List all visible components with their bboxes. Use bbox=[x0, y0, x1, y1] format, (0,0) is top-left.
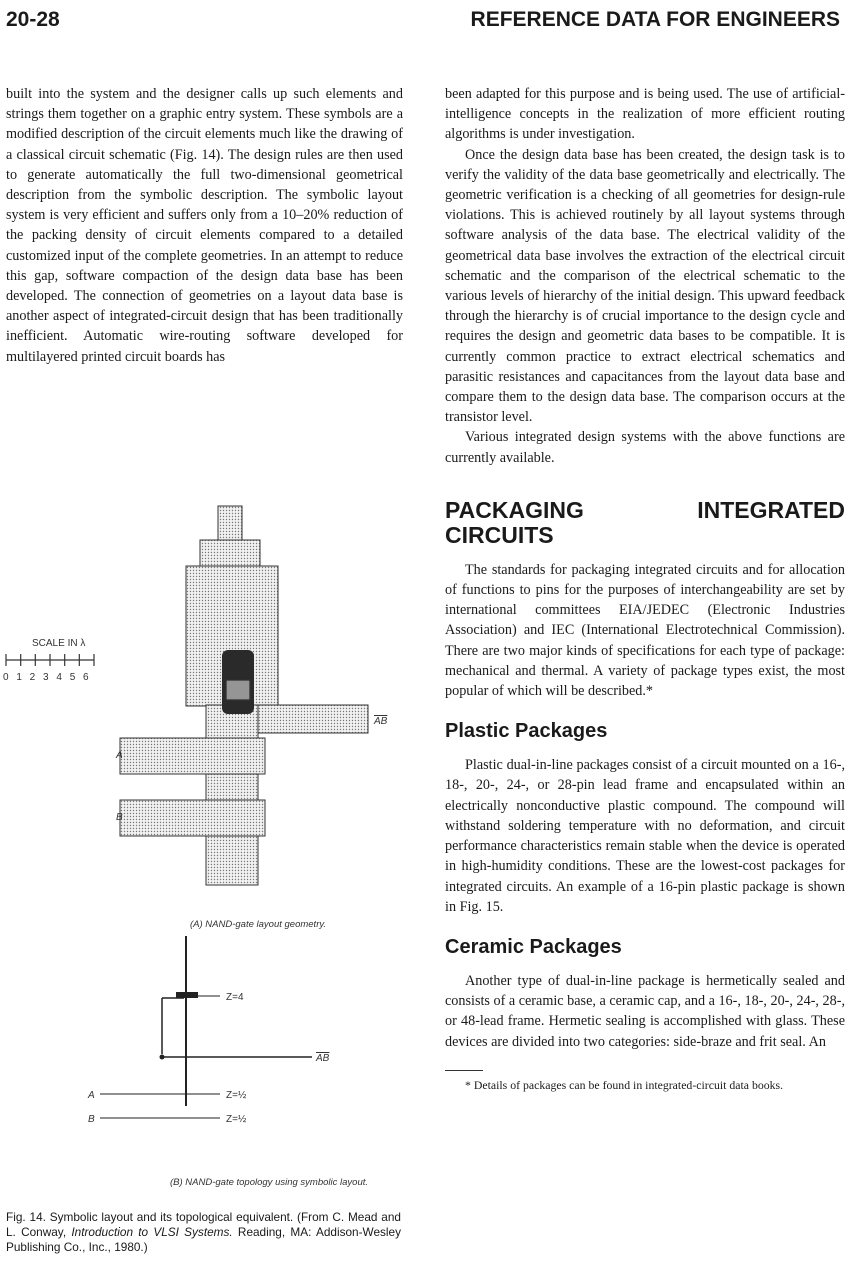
label-b-b: B bbox=[88, 1114, 95, 1125]
label-z-a: Z=½ bbox=[226, 1090, 247, 1101]
body-paragraph: The standards for packaging integrated circuits and for allocation of functions to pins for the purposes of interchangeability are set by international committees EIA/JEDEC (Electronic Industries Association) and IEC (International Electrotechnical Commission). There are two major kinds of specifications for each type of package: mechanical and thermal. A variety of package types exist, the most popular of which will be described.* bbox=[445, 561, 845, 700]
scale-label: SCALE IN λ bbox=[32, 638, 86, 649]
caption-suffix: Reading, MA: Addison-Wesley Publishing Co., Inc., 1980.) bbox=[6, 1225, 401, 1254]
body-paragraph: Another type of dual-in-line package is hermetically sealed and consists of a ceramic base, a ceramic cap, and a 16-, 18-, 20-, 24-, 28-, or 48-lead frame. Hermetic sealing is accomplished with glass. These devices are divided into two categories: side-braze and frit seal. An bbox=[445, 972, 845, 1050]
right-column bbox=[445, 84, 845, 1093]
footnote-divider bbox=[445, 1070, 483, 1071]
figure-caption bbox=[6, 1210, 401, 1255]
label-ab-out: AB bbox=[374, 716, 388, 727]
label-z-b: Z=½ bbox=[226, 1114, 247, 1125]
caption-a: (A) NAND-gate layout geometry. bbox=[190, 919, 327, 930]
scale-bar bbox=[3, 638, 94, 683]
left-column bbox=[6, 84, 403, 367]
label-a-b: A bbox=[88, 1090, 95, 1101]
caption-prefix: Fig. 14. Symbolic layout and its topological equivalent. (From C. Mead and L. Conway, bbox=[6, 1210, 401, 1239]
nand-symbolic-topology bbox=[0, 936, 420, 1126]
footnote: * Details of packages can be found in integrated-circuit data books. bbox=[465, 1077, 784, 1092]
section-heading: PACKAGING INTEGRATED CIRCUITS bbox=[445, 496, 845, 548]
label-z-top: Z=4 bbox=[226, 992, 244, 1003]
nand-layout-geometry bbox=[0, 500, 420, 930]
page-number: 20-28 bbox=[6, 8, 60, 31]
scale-numbers: 0 1 2 3 4 5 6 bbox=[3, 672, 92, 683]
body-paragraph: Various integrated design systems with the above functions are currently available. bbox=[445, 429, 845, 466]
subsection-heading: Plastic Packages bbox=[445, 720, 608, 743]
subsection-heading: Ceramic Packages bbox=[445, 935, 622, 958]
caption-b: (B) NAND-gate topology using symbolic layout. bbox=[170, 1177, 369, 1188]
running-title: REFERENCE DATA FOR ENGINEERS bbox=[470, 8, 840, 31]
figure-14 bbox=[0, 500, 420, 1188]
body-paragraph: built into the system and the designer calls up such elements and strings them together on a graphic entry system. These symbols are a modified description of the circuit elements much like the drawing of a classical circuit schematic (Fig. 14). The design rules are then used to generate automatically the full two-dimensional geometrical description from the symbolic description. The symbolic layout system is very efficient and suffers only from a 10–20% reduction of the packing density of circuit elements compared to a detailed customized input of the complete geometries. In an attempt to reduce this gap, software compaction of the design data base has been developed. The connection of geometries on a layout data base is another aspect of integrated-circuit design that has been traditionally inefficient. Automatic wire-routing software developed for multilayered printed circuit boards has bbox=[6, 86, 403, 365]
label-b-in: B bbox=[116, 812, 123, 823]
body-paragraph: been adapted for this purpose and is being used. The use of artificial-intelligence concepts in the realization of more efficient routing algorithms is under investigation. bbox=[445, 86, 845, 143]
label-ab-out-b: AB bbox=[316, 1053, 330, 1064]
body-paragraph: Once the design data base has been created, the design task is to verify the validity of the data base geometrically and electrically. The geometric verification is a checking of all geometries for design-rule violations. This is achieved routinely by all layout systems through software analysis of the data base. The electrical validity of the geometrical data base involves the extraction of the electrical circuit schematic and the comparison of the electrical schematic to the various levels of hierarchy of the initial design. This upward feedback through the hierarchy is of crucial importance to the design cycle and requires the design and geometric data bases to be compatible. It is currently common practice to extract electrical schematics and parasitic resistances and capacitances from the layout data base and compare them to the design data base. The comparison occurs at the transistor level. bbox=[445, 146, 845, 426]
label-a-in: A bbox=[116, 750, 123, 761]
page-header bbox=[0, 8, 854, 38]
body-paragraph: Plastic dual-in-line packages consist of a circuit mounted on a 16-, 18-, 20-, 24-, or 28-pin lead frame and encapsulated within an electrically nonconductive plastic compound. The compound will withstand soldering temperature with no deformation, and circuit performance characteristics remain stable when the device is operated in high-humidity conditions. These are the lowest-cost packages for integrated circuits. An example of a 16-pin plastic package is shown in Fig. 15. bbox=[445, 757, 845, 915]
caption-book-title: Introduction to VLSI Systems. bbox=[71, 1225, 233, 1239]
